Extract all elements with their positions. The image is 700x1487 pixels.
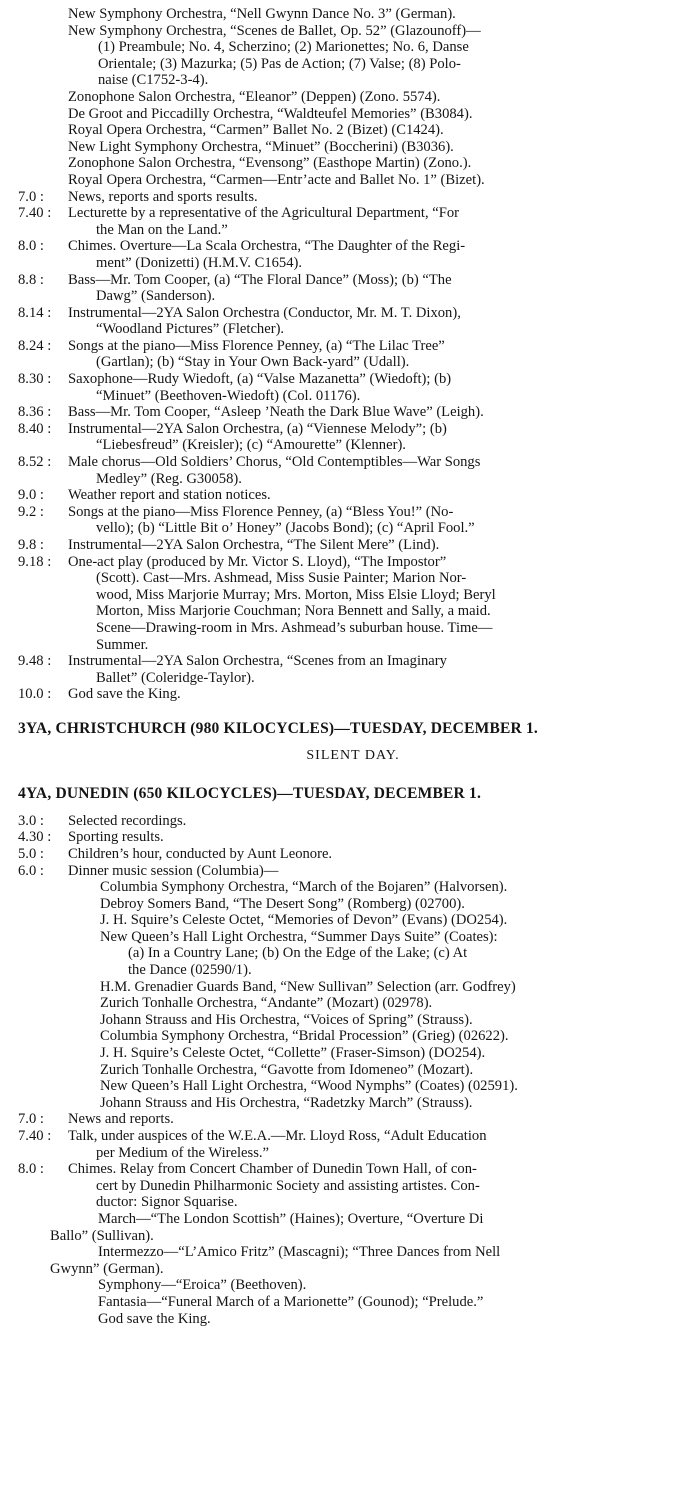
entry-body	[68, 653, 688, 686]
schedule-entry	[18, 205, 688, 238]
schedule-entry	[18, 653, 688, 686]
entry-time: 7.40 :	[18, 205, 52, 222]
entry-body	[68, 1128, 688, 1161]
schedule-entry	[18, 338, 688, 371]
programme-line: Debroy Somers Band, “The Desert Song” (Romberg) (02700).	[100, 895, 465, 912]
entry-line: Ballet” (Coleridge-Taylor).	[96, 669, 255, 686]
schedule-entry	[18, 686, 688, 703]
dinner-music-list	[18, 6, 688, 189]
entry-body	[68, 454, 688, 487]
programme-line: the Dance (02590/1).	[128, 962, 252, 979]
entry-line: wood, Miss Marjorie Murray; Mrs. Morton, Miss Elsie Lloyd; Beryl	[96, 586, 496, 603]
entry-time: 6.0 :	[18, 862, 44, 879]
entry-line: Instrumental—2YA Salon Orchestra, “Scenes from an Imaginary	[68, 653, 447, 670]
entry-line: Chimes. Overture—La Scala Orchestra, “The Daughter of the Regi-	[68, 238, 466, 255]
schedule-entry	[18, 1111, 688, 1128]
schedule-entry	[18, 404, 688, 421]
entry-line: “Minuet” (Beethoven-Wiedoft) (Col. 01176).	[96, 387, 361, 404]
entry-body	[68, 421, 688, 454]
dinner-session-list	[18, 879, 688, 1111]
entry-line: Instrumental—2YA Salon Orchestra (Conductor, Mr. M. T. Dixon),	[68, 304, 461, 321]
entry-line: One-act play (produced by Mr. Victor S. Lloyd), “The Impostor”	[68, 553, 447, 570]
entry-body	[68, 371, 688, 404]
silent-day-note: SILENT DAY.	[306, 747, 400, 763]
programme-line: Columbia Symphony Orchestra, “Bridal Procession” (Grieg) (02622).	[100, 1028, 509, 1045]
entry-body	[68, 863, 688, 880]
entry-time: 8.0 :	[18, 1161, 44, 1178]
programme-line: Zonophone Salon Orchestra, “Eleanor” (Deppen) (Zono. 5574).	[68, 88, 441, 105]
programme-line: Johann Strauss and His Orchestra, “Voices of Spring” (Strauss).	[100, 1011, 473, 1028]
entry-line: Dawg” (Sanderson).	[96, 288, 216, 305]
schedule-entry	[18, 189, 688, 206]
schedule-entry	[18, 272, 688, 305]
entry-line: News and reports.	[68, 1111, 174, 1128]
entry-time: 3.0 :	[18, 812, 44, 829]
entry-body	[68, 846, 688, 863]
entry-line: (Scott). Cast—Mrs. Ashmead, Miss Susie Painter; Marion Nor-	[96, 570, 467, 587]
programme-line: Zurich Tonhalle Orchestra, “Andante” (Mozart) (02978).	[100, 995, 433, 1012]
entry-line: “Liebesfreud” (Kreisler); (c) “Amourette” (Klenner).	[96, 437, 406, 454]
entry-time: 8.24 :	[18, 337, 52, 354]
programme-line: (1) Preambule; No. 4, Scherzino; (2) Marionettes; No. 6, Danse	[98, 39, 469, 56]
entry-line: Instrumental—2YA Salon Orchestra, “The Silent Mere” (Lind).	[68, 537, 440, 553]
entry-line: Medley” (Reg. G30058).	[96, 470, 242, 487]
entry-line: Selected recordings.	[68, 812, 187, 829]
schedule-entry	[18, 813, 688, 830]
entry-time: 9.48 :	[18, 653, 52, 670]
schedule-entry	[18, 846, 688, 863]
entry-line: God save the King.	[68, 686, 181, 703]
programme-line: Zurich Tonhalle Orchestra, “Gavotte from Idomeneo” (Mozart).	[100, 1061, 474, 1078]
entry-body	[68, 504, 688, 537]
entry-line: Instrumental—2YA Salon Orchestra, (a) “Viennese Melody”; (b)	[68, 420, 447, 437]
schedule-4ya	[18, 813, 688, 879]
entry-line: cert by Dunedin Philharmonic Society and assisting artistes. Con-	[96, 1177, 480, 1194]
entry-time: 7.0 :	[18, 188, 44, 205]
entry-line: Songs at the piano—Miss Florence Penney, (a) “The Lilac Tree”	[68, 337, 445, 354]
entry-line: Dinner music session (Columbia)—	[68, 862, 279, 879]
schedule-entry	[18, 829, 688, 846]
programme-line: (a) In a Country Lane; (b) On the Edge of the Lake; (c) At	[128, 945, 468, 962]
entry-body	[68, 1161, 688, 1211]
programme-line: naise (C1752-3-4).	[98, 72, 209, 89]
entry-line: Bass—Mr. Tom Cooper, “Asleep ’Neath the Dark Blue Wave” (Leigh).	[68, 404, 484, 421]
programme-line: March—“The London Scottish” (Haines); Overture, “Overture Di	[98, 1210, 484, 1227]
programme-line: New Symphony Orchestra, “Nell Gwynn Dance No. 3” (German).	[68, 6, 456, 22]
programme-line: J. H. Squire’s Celeste Octet, “Collette” (Fraser-Simson) (DO254).	[100, 1045, 486, 1062]
programme-line: Fantasia—“Funeral March of a Marionette” (Gounod); “Prelude.”	[98, 1293, 484, 1310]
entry-time: 8.30 :	[18, 371, 52, 388]
entry-time: 8.8 :	[18, 271, 44, 288]
entry-body	[68, 686, 688, 703]
programme-line: Symphony—“Eroica” (Beethoven).	[98, 1277, 307, 1294]
concert-programme	[18, 1211, 688, 1327]
entry-time: 9.8 :	[18, 537, 44, 553]
programme-line: New Queen’s Hall Light Orchestra, “Summer Days Suite” (Coates):	[100, 928, 498, 945]
schedule-entry	[18, 504, 688, 537]
programme-line: Johann Strauss and His Orchestra, “Radetzky March” (Strauss).	[100, 1094, 473, 1111]
entry-line: the Man on the Land.”	[96, 221, 228, 238]
entry-body	[68, 338, 688, 371]
programme-line: New Queen’s Hall Light Orchestra, “Wood Nymphs” (Coates) (02591).	[100, 1078, 518, 1095]
programme-line: New Light Symphony Orchestra, “Minuet” (Boccherini) (B3036).	[68, 138, 454, 155]
entry-time: 7.0 :	[18, 1111, 44, 1128]
entry-body	[68, 1111, 688, 1128]
programme-line: De Groot and Piccadilly Orchestra, “Waldteufel Memories” (B3084).	[68, 105, 473, 122]
entry-time: 4.30 :	[18, 829, 52, 846]
schedule-entry	[18, 537, 688, 554]
entry-time: 8.0 :	[18, 238, 44, 255]
programme-line: Royal Opera Orchestra, “Carmen—Entr’acte and Ballet No. 1” (Bizet).	[68, 171, 485, 188]
entry-line: Sporting results.	[68, 829, 164, 846]
schedule-entry	[18, 1128, 688, 1161]
programme-line: Orientale; (3) Mazurka; (5) Pas de Action; (7) Valse; (8) Polo-	[98, 55, 461, 72]
schedule-entry	[18, 238, 688, 271]
programme-line: J. H. Squire’s Celeste Octet, “Memories of Devon” (Evans) (DO254).	[100, 912, 508, 929]
schedule-entry	[18, 305, 688, 338]
entry-time: 8.36 :	[18, 404, 52, 421]
programme-line: God save the King.	[98, 1310, 211, 1327]
entry-body	[68, 537, 688, 554]
entry-line: Scene—Drawing-room in Mrs. Ashmead’s suburban house. Time—	[96, 619, 493, 636]
entry-body	[68, 238, 688, 271]
programme-line: H.M. Grenadier Guards Band, “New Sullivan” Selection (arr. Godfrey)	[100, 978, 516, 995]
entry-line: Morton, Miss Marjorie Couchman; Nora Bennett and Sally, a maid.	[96, 603, 491, 620]
programme-line: Gwynn” (German).	[50, 1260, 164, 1277]
entry-line: Bass—Mr. Tom Cooper, (a) “The Floral Dance” (Moss); (b) “The	[68, 271, 452, 288]
entry-body	[68, 404, 688, 421]
entry-line: Chimes. Relay from Concert Chamber of Dunedin Town Hall, of con-	[68, 1161, 477, 1178]
entry-time: 10.0 :	[18, 686, 52, 703]
schedule-2ya	[18, 189, 688, 703]
schedule-entry	[18, 421, 688, 454]
schedule-entry	[18, 371, 688, 404]
entry-line: Summer.	[96, 636, 149, 653]
station-heading-4ya: 4YA, DUNEDIN (650 KILOCYCLES)—TUESDAY, DECEMBER 1.	[18, 785, 482, 803]
entry-line: Songs at the piano—Miss Florence Penney, (a) “Bless You!” (No-	[68, 503, 454, 520]
schedule-entry	[18, 554, 688, 654]
entry-body	[68, 205, 688, 238]
entry-time: 8.40 :	[18, 420, 52, 437]
entry-time: 8.52 :	[18, 454, 52, 471]
entry-body	[68, 487, 688, 504]
programme-line: Ballo” (Sullivan).	[50, 1227, 154, 1244]
entry-line: Male chorus—Old Soldiers’ Chorus, “Old Contemptibles—War Songs	[68, 454, 481, 471]
programme-line: Royal Opera Orchestra, “Carmen” Ballet No. 2 (Bizet) (C1424).	[68, 122, 444, 139]
programme-line: Zonophone Salon Orchestra, “Evensong” (Easthope Martin) (Zono.).	[68, 155, 472, 172]
entry-line: (Gartlan); (b) “Stay in Your Own Back-yard” (Udall).	[96, 354, 410, 371]
schedule-4ya-evening	[18, 1111, 688, 1211]
entry-time: 7.40 :	[18, 1128, 52, 1144]
entry-body	[68, 554, 688, 654]
entry-time: 9.2 :	[18, 503, 44, 520]
programme-line: New Symphony Orchestra, “Scenes de Ballet, Op. 52” (Glazounoff)—	[68, 22, 481, 39]
entry-line: Children’s hour, conducted by Aunt Leonore.	[68, 845, 333, 862]
entry-line: Saxophone—Rudy Wiedoft, (a) “Valse Mazanetta” (Wiedoft); (b)	[68, 371, 452, 388]
schedule-entry	[18, 487, 688, 504]
entry-body	[68, 813, 688, 830]
entry-line: Lecturette by a representative of the Agricultural Department, “For	[68, 205, 460, 222]
entry-body	[68, 305, 688, 338]
entry-line: ductor: Signor Squarise.	[96, 1194, 238, 1211]
entry-line: “Woodland Pictures” (Fletcher).	[96, 321, 285, 338]
schedule-entry	[18, 454, 688, 487]
entry-time: 8.14 :	[18, 304, 52, 321]
schedule-entry	[18, 863, 688, 880]
programme-line: Intermezzo—“L’Amico Fritz” (Mascagni); “Three Dances from Nell	[98, 1244, 501, 1261]
entry-time: 9.0 :	[18, 487, 44, 504]
entry-body	[68, 189, 688, 206]
entry-line: ment” (Donizetti) (H.M.V. C1654).	[96, 254, 303, 271]
programme-line: Columbia Symphony Orchestra, “March of the Bojaren” (Halvorsen).	[100, 879, 508, 896]
entry-time: 5.0 :	[18, 845, 44, 862]
entry-line: vello); (b) “Little Bit o’ Honey” (Jacobs Bond); (c) “April Fool.”	[96, 520, 475, 537]
entry-body	[68, 829, 688, 846]
schedule-entry	[18, 1161, 688, 1211]
station-heading-3ya: 3YA, CHRISTCHURCH (980 KILOCYCLES)—TUESDAY, DECEMBER 1.	[18, 719, 539, 737]
entry-line: Weather report and station notices.	[68, 487, 271, 504]
entry-line: News, reports and sports results.	[68, 188, 258, 205]
entry-time: 9.18 :	[18, 553, 52, 570]
entry-body	[68, 272, 688, 305]
entry-line: Talk, under auspices of the W.E.A.—Mr. Lloyd Ross, “Adult Education	[68, 1128, 487, 1144]
entry-line: per Medium of the Wireless.”	[96, 1144, 270, 1161]
